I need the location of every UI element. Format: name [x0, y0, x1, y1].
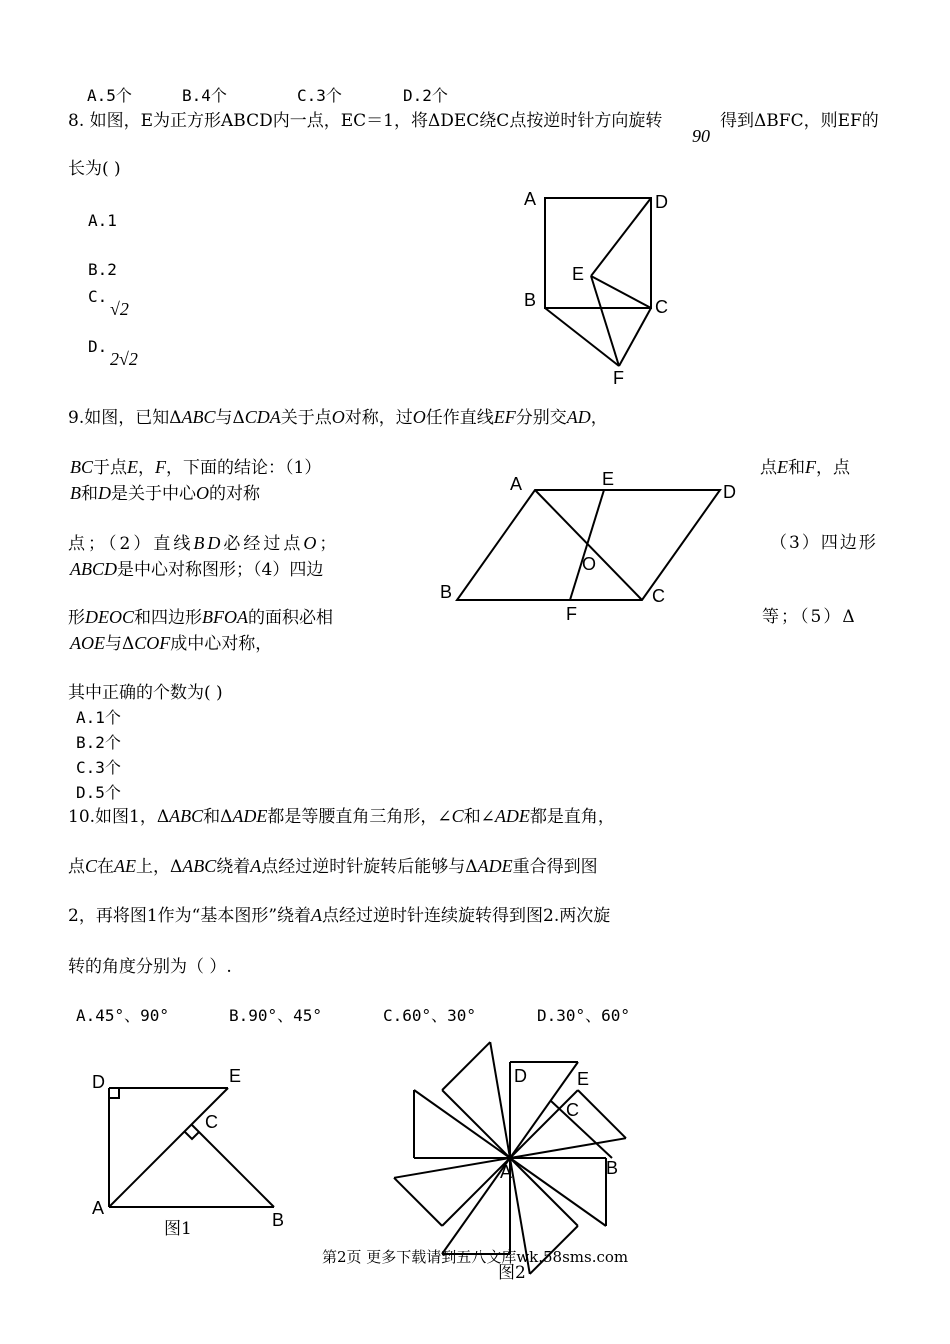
q10-text: 和Δ	[203, 807, 233, 827]
q9-label-f: F	[566, 604, 577, 624]
fig2-label-c: C	[566, 1100, 579, 1120]
q9-math: O	[196, 483, 209, 503]
q9-line6-right: 等；（5）Δ	[762, 607, 857, 627]
q7-option-c: C.3个	[297, 86, 342, 105]
q10-text: 点经过逆时针旋转后能够与Δ	[261, 857, 478, 877]
q9-math: BD	[193, 533, 224, 553]
q9-text: ，点	[816, 458, 850, 478]
fig2-label-a: A	[500, 1162, 513, 1182]
q9-option-b: B.2个	[76, 733, 121, 752]
q9-math: AD	[566, 407, 591, 427]
q9-text: 和	[788, 458, 805, 478]
q9-label-o: O	[582, 554, 597, 574]
q9-text: ，	[138, 458, 156, 478]
q10-math: ADE	[494, 806, 530, 826]
q9-math: B	[70, 483, 81, 503]
fig2-label-e: E	[577, 1069, 590, 1089]
q9-label-a: A	[510, 474, 523, 494]
q10-line4: 转的角度分别为（ ）.	[68, 957, 232, 977]
q9-math: O	[331, 407, 345, 427]
q10-text: 在	[97, 857, 115, 877]
q10-option-a: A.45°、90°	[76, 1006, 170, 1025]
q9-text: 的对称	[209, 484, 260, 504]
q9-option-c: C.3个	[76, 758, 121, 777]
q9-math: F	[805, 457, 816, 477]
q9-math: ABC	[181, 407, 216, 427]
q9-math: F	[155, 457, 167, 477]
q8-option-c: C.	[88, 287, 108, 306]
q10-text: 点	[68, 857, 85, 877]
fig1-label-b: B	[272, 1210, 285, 1230]
q10-math: A	[250, 856, 262, 876]
q9-math: BC	[70, 457, 94, 477]
q8-label-a: A	[524, 189, 537, 209]
q8-label-c: C	[655, 297, 668, 317]
q9-line4-right: （3）四边形	[770, 533, 878, 553]
q10-math: ABC	[169, 806, 204, 826]
q9-math: BFOA	[202, 607, 248, 627]
q9-option-d: D.5个	[76, 783, 121, 802]
q10-option-c: C.60°、30°	[383, 1006, 477, 1025]
q9-text: ；	[319, 534, 340, 554]
q9-text: 关于点	[280, 408, 332, 428]
q9-math: AOE	[70, 633, 105, 653]
fig1-label-d: D	[92, 1072, 105, 1092]
q9-math: E	[777, 457, 788, 477]
q9-math: COF	[134, 633, 171, 653]
q9-math: D	[98, 483, 111, 503]
page-footer: 第2页 更多下载请到五八文库wk.58sms.com	[322, 1248, 629, 1266]
q9-option-a: A.1个	[76, 708, 121, 727]
q10-math: ABC	[182, 856, 217, 876]
q10-text: 都是直角，	[529, 807, 615, 827]
q9-math: O	[303, 533, 320, 553]
q10-text: 2，再将图1作为“基本图形”绕着	[68, 906, 312, 926]
q9-math: CDA	[244, 407, 281, 427]
q8-line1-b: 得到ΔBFC，则EF的	[720, 111, 879, 131]
q8-label-f: F	[613, 368, 624, 388]
q10-text: 和∠	[463, 807, 495, 827]
q9-label-c: C	[652, 586, 665, 606]
q9-text: 成中心对称，	[170, 634, 273, 654]
q9-math: E	[127, 457, 139, 477]
q9-text: 点；（2）直线	[68, 534, 194, 554]
q9-text: 必经过点	[223, 534, 304, 554]
q8-label-e: E	[572, 264, 585, 284]
q9-text: 分别交	[515, 408, 567, 428]
q10-option-d: D.30°、60°	[537, 1006, 631, 1025]
q8-option-b: B.2	[88, 260, 117, 279]
q8-option-a: A.1	[88, 211, 117, 230]
q9-text: 和四边形	[134, 608, 202, 628]
q10-math: C	[451, 806, 464, 826]
q9-math: ABCD	[70, 559, 117, 579]
q9-label-e: E	[602, 469, 615, 489]
q10-math: A	[311, 905, 323, 925]
q8-option-c-math: √2	[110, 299, 129, 319]
q9-text: 对称，过	[344, 408, 413, 428]
q9-label-b: B	[440, 582, 453, 602]
q10-math: AE	[114, 856, 137, 876]
q7-option-d: D.2个	[403, 86, 448, 105]
q9-text: ，下面的结论：（1）	[166, 458, 322, 478]
q7-option-a: A.5个	[87, 86, 132, 105]
q8-label-d: D	[655, 192, 668, 212]
q9-text: 和	[81, 484, 98, 504]
q7-option-b: B.4个	[182, 86, 227, 105]
q10-text: 上，Δ	[136, 857, 183, 877]
fig2-label-b: B	[606, 1158, 619, 1178]
q10-text: 绕着	[216, 857, 251, 877]
q10-text: 10.如图1，Δ	[68, 807, 170, 827]
q8-label-b: B	[524, 290, 537, 310]
q9-text: 是关于中心	[111, 484, 196, 504]
q8-option-d: D.	[88, 337, 108, 356]
fig1-label-c: C	[205, 1112, 218, 1132]
q9-text: 任作直线	[425, 408, 494, 428]
q10-math: ADE	[477, 856, 513, 876]
q9-text: ，	[590, 408, 608, 428]
fig1-label-e: E	[229, 1066, 242, 1086]
q9-label-d: D	[723, 482, 736, 502]
q9-math: DEOC	[85, 607, 134, 627]
q9-text: 于点	[93, 458, 128, 478]
q9-text: 的面积必相	[247, 608, 333, 628]
q9-math: O	[412, 407, 426, 427]
q9-math: EF	[493, 407, 516, 427]
q9-text: 与Δ	[215, 408, 245, 428]
q9-line8: 其中正确的个数为( )	[68, 683, 223, 703]
q9-text: 是中心对称图形；（4）四边	[117, 560, 324, 580]
q10-text: 重合得到图	[512, 857, 598, 877]
q8-line2: 长为( )	[68, 159, 121, 179]
q10-math: C	[85, 856, 98, 876]
fig1-caption: 图1	[164, 1219, 192, 1239]
q10-text: 都是等腰直角三角形，∠	[267, 807, 452, 827]
q8-option-d-math: 2√2	[110, 349, 138, 369]
q10-text: 点经过逆时针连续旋转得到图2.两次旋	[322, 906, 611, 926]
q9-text: 点	[760, 458, 777, 478]
q8-angle: 90	[692, 126, 710, 146]
q9-text: 与Δ	[105, 634, 135, 654]
q9-text: 形	[68, 608, 85, 628]
q10-math: ADE	[232, 806, 268, 826]
q8-line1-a: 8. 如图，E为正方形ABCD内一点，EC＝1，将ΔDEC绕C点按逆时针方向旋转	[68, 111, 663, 131]
fig2-caption: 图2	[498, 1263, 526, 1283]
q10-option-b: B.90°、45°	[229, 1006, 323, 1025]
fig2-label-d: D	[514, 1066, 527, 1086]
q9-text: 9.如图，已知Δ	[68, 408, 182, 428]
fig1-label-a: A	[92, 1198, 105, 1218]
